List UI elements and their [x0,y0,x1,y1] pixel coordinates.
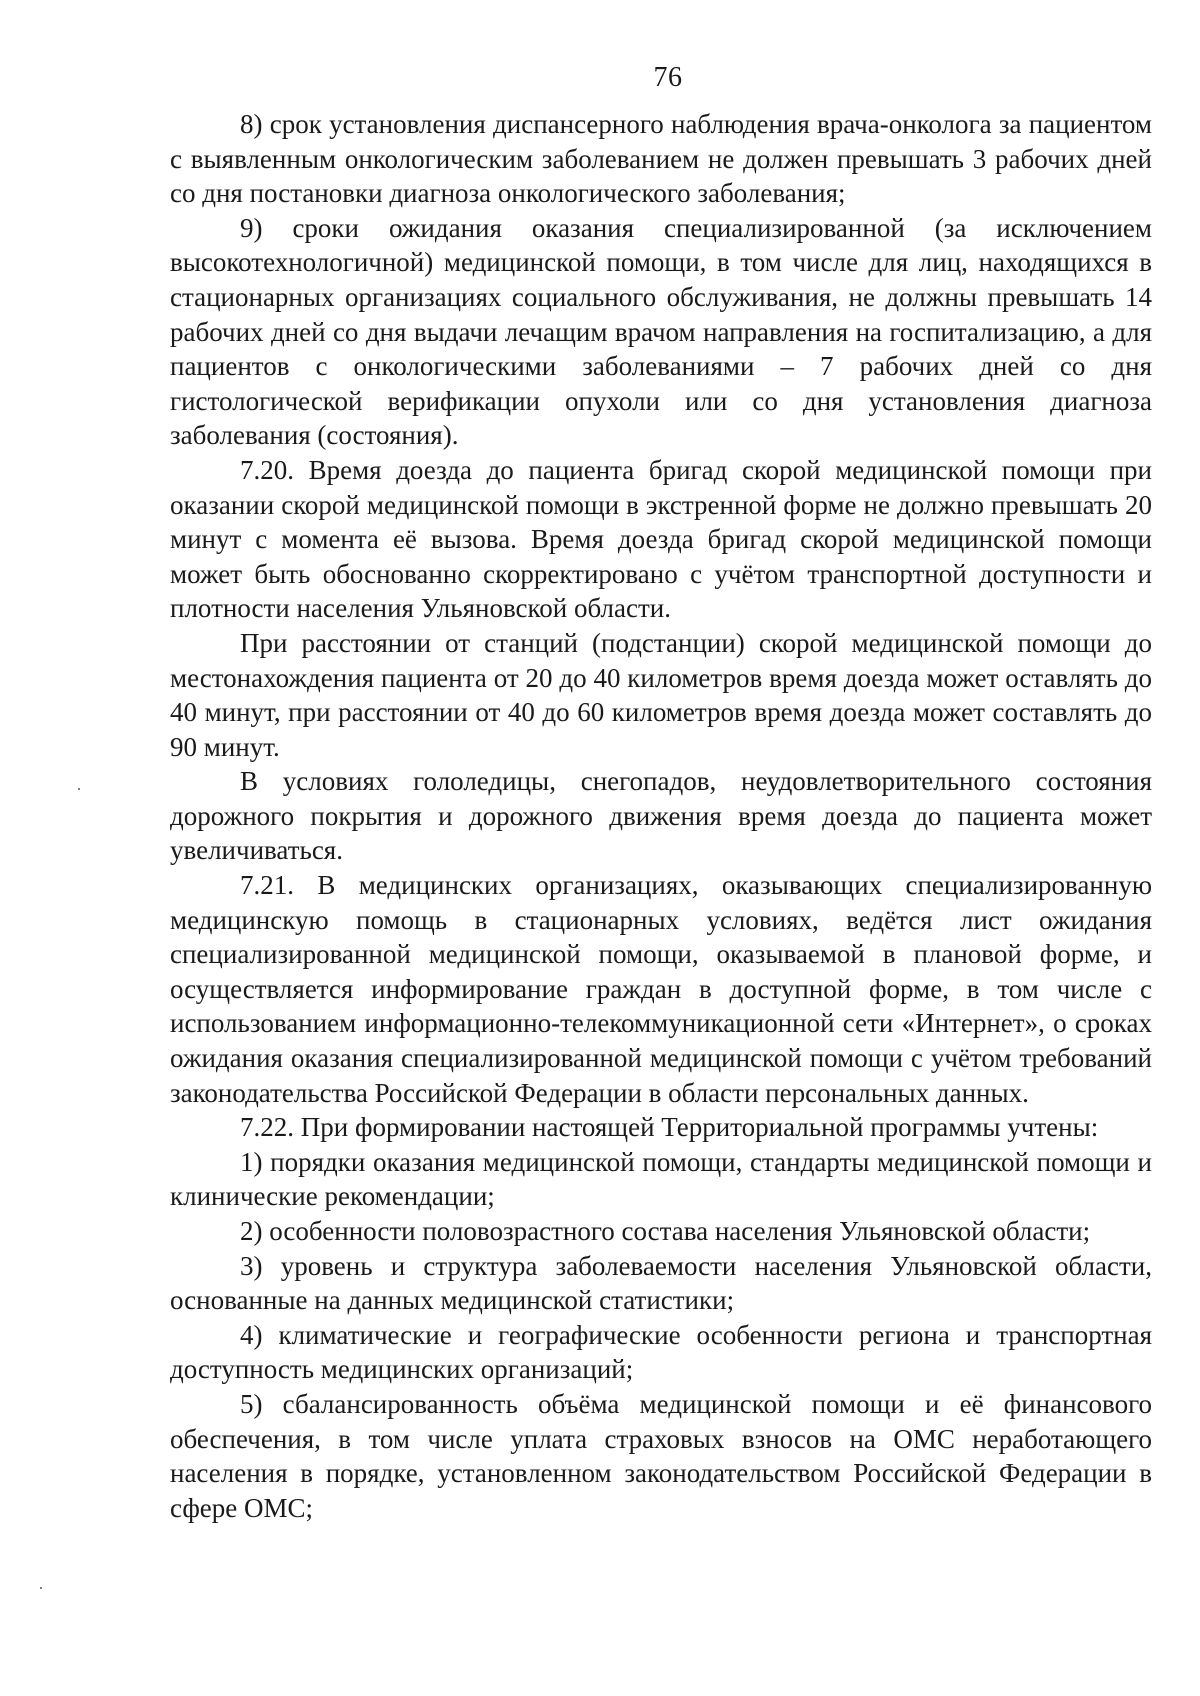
paragraph-7-20: 7.20. Время доезда до пациента бригад скорой медицинской помощи при оказании скорой медицинской помощи в экстренной форме не должно превышать 20 минут с момента её вызова. Время доезда бригад скорой медицинской помощи может быть обоснованно скорректировано с учётом транспортной доступности и плотности населения Ульяновской области. [170,454,1152,624]
paragraph-item-9: 9) сроки ожидания оказания специализированной (за исключением высокотехнологичной) медицинской помощи, в том числе для лиц, находящихся в стационарных организациях социального обслуживания, не должны превышать 14 рабочих дней со дня выдачи лечащим врачом направления на госпитализацию, а для пациентов с онкологическими заболеваниями – 7 рабочих дней со дня гистологической верификации опухоли или со дня установления диагноза заболевания (состояния). [170,212,1152,451]
list-item-5: 5) сбалансированность объёма медицинской помощи и её финансового обеспечения, в том числе уплата страховых взносов на ОМС неработающего населения в порядке, установленном законодательством Российской Федерации в сфере ОМС; [170,1388,1152,1523]
list-item-2: 2) особенности половозрастного состава населения Ульяновской области; [240,1216,1091,1246]
list-item-1: 1) порядки оказания медицинской помощи, стандарты медицинской помощи и клинические рекомендации; [170,1146,1152,1212]
list-item-4: 4) климатические и географические особенности региона и транспортная доступность медицинских организаций; [170,1319,1152,1385]
paragraph-weather: В условиях гололедицы, снегопадов, неудовлетворительного состояния дорожного покрытия и дорожного движения время доезда до пациента может увеличиваться. [170,766,1152,866]
paragraph-item-8: 8) срок установления диспансерного наблюдения врача-онколога за пациентом с выявленным онкологическим заболеванием не должен превышать 3 рабочих дней со дня постановки диагноза онкологического заболевания; [170,109,1152,209]
list-item-3: 3) уровень и структура заболеваемости населения Ульяновской области, основанные на данных медицинской статистики; [170,1250,1152,1316]
paragraph-7-22: 7.22. При формировании настоящей Территориальной программы учтены: [240,1112,1099,1143]
paragraph-distance: При расстоянии от станций (подстанции) скорой медицинской помощи до местонахождения пациента от 20 до 40 километров время доезда может оставлять до 40 минут, при расстоянии от 40 до 60 километров время доезда может составлять до 90 минут. [170,627,1152,762]
paragraph-7-21: 7.21. В медицинских организациях, оказывающих специализированную медицинскую помощь в стационарных условиях, ведётся лист ожидания специализированной медицинской помощи, оказываемой в плановой форме, и осуществляется информирование граждан в доступной форме, в том числе с использованием информационно-телекоммуникационной сети «Интернет», о сроках ожидания оказания специализированной медицинской помощи с учётом требований законодательства Российской Федерации в области персональных данных. [170,870,1152,1108]
page-number: 76 [653,62,683,93]
scan-speck [78,788,80,790]
document-body [170,107,1152,1525]
scan-speck [40,1587,42,1589]
